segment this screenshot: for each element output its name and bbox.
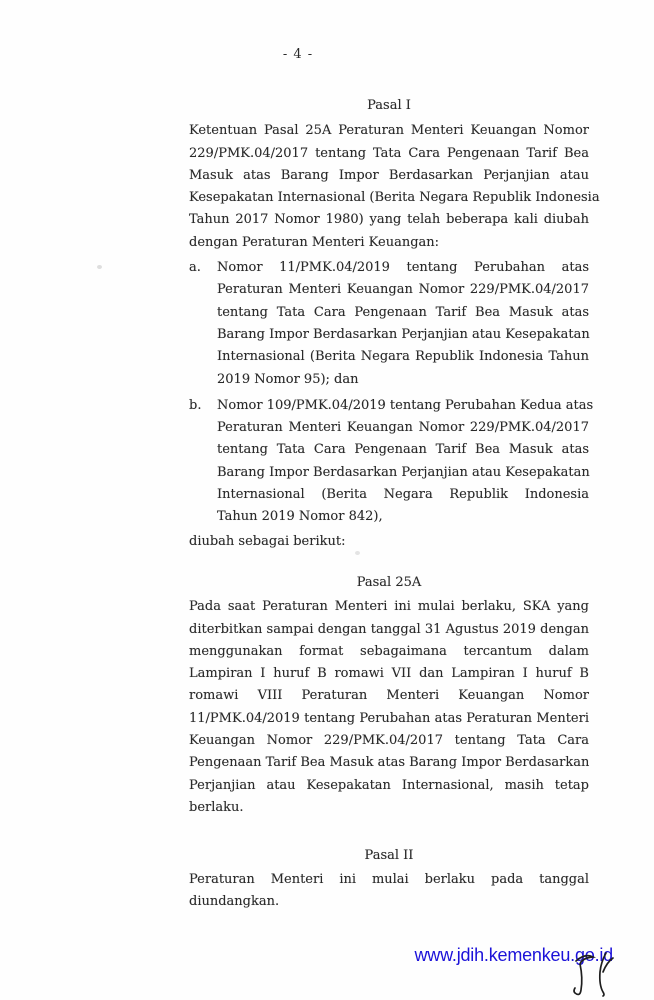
list-marker-a: a. bbox=[189, 260, 201, 276]
pasal-25a-heading: Pasal 25A bbox=[356, 574, 422, 590]
list-item-a-text: Nomor 11/PMK.04/2019 tentang Perubahan atas Peraturan Menteri Keuangan Nomor 229/PMK.04/2017 tentang Tata Cara Pengenaan Tarif Bea Masuk atas Barang Impor Berdasarkan Perjanjian atau Kesepakatan Internasional (Berita Negara Republik Indonesia Tahun 2019 Nomor 95); dan bbox=[217, 260, 590, 387]
scan-artifact-dot bbox=[355, 551, 360, 555]
footer-watermark-url: www.jdih.kemenkeu.go.id bbox=[414, 945, 613, 965]
list-item-b-text: Nomor 109/PMK.04/2019 tentang Perubahan Kedua atas Peraturan Menteri Keuangan Nomor 229/PMK.04/2017 tentang Tata Cara Pengenaan Tarif Bea Masuk atas Barang Impor Berdasarkan Perjanjian atau Kesepakatan Internasional (Berita Negara Republik Indonesia Tahun 2019 Nomor 842), bbox=[217, 397, 594, 525]
list-item-a bbox=[189, 257, 589, 391]
pasal-2-paragraph: Peraturan Menteri ini mulai berlaku pada tanggal diundangkan. bbox=[189, 871, 589, 909]
pasal-1-intro-paragraph: Ketentuan Pasal 25A Peraturan Menteri Keuangan Nomor 229/PMK.04/2017 tentang Tata Cara Pengenaan Tarif Bea Masuk atas Barang Impor Berdasarkan Perjanjian atau Kesepakatan Internasional (Berita Negara Republik Indonesia Tahun 2017 Nomor 1980) yang telah beberapa kali diubah dengan Peraturan Menteri Keuangan: bbox=[189, 123, 600, 250]
pasal-1-closing-line: diubah sebagai berikut: bbox=[189, 533, 346, 549]
document-body bbox=[189, 95, 600, 913]
page-number: - 4 - bbox=[282, 47, 314, 62]
pasal-25a-paragraph: Pada saat Peraturan Menteri ini mulai berlaku, SKA yang diterbitkan sampai dengan tanggal 31 Agustus 2019 dengan menggunakan format sebagaimana tercantum dalam Lampiran I huruf B romawi VII dan Lampiran I huruf B romawi VIII Peraturan Menteri Keuangan Nomor 11/PMK.04/2019 tentang Perubahan atas Peraturan Menteri Keuangan Nomor 229/PMK.04/2017 tentang Tata Cara Pengenaan Tarif Bea Masuk atas Barang Impor Berdasarkan Perjanjian atau Kesepakatan Internasional, masih tetap berlaku. bbox=[189, 599, 590, 815]
scan-artifact-dot bbox=[97, 265, 102, 269]
pen-initials-scribble-icon bbox=[566, 946, 618, 998]
pasal-2-heading: Pasal II bbox=[364, 848, 414, 864]
pasal-1-heading: Pasal I bbox=[367, 98, 411, 113]
list-item-b bbox=[189, 395, 594, 529]
list-marker-b: b. bbox=[189, 397, 202, 413]
